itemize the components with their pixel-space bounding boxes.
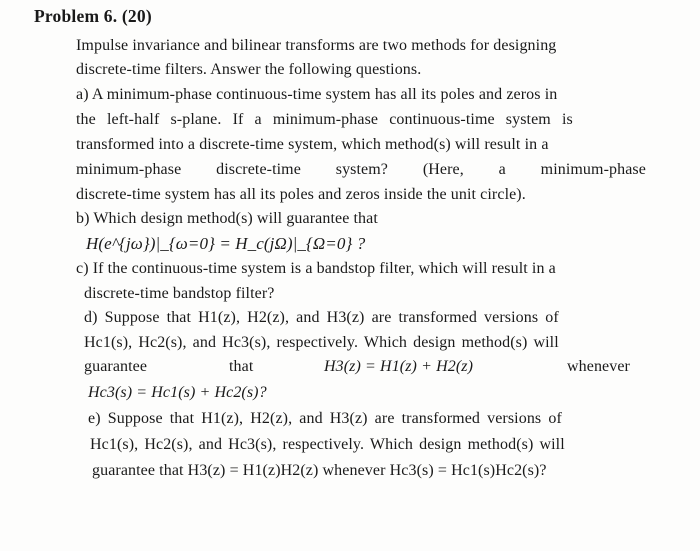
part-c-line-1: c) If the continuous-time system is a bandstop filter, which will result in a (76, 260, 556, 277)
part-a-line-4: minimum-phase discrete-time system? (Here, a minimum-phase (76, 161, 646, 178)
part-a-line-1: a) A minimum-phase continuous-time system has all its poles and zeros in (76, 86, 558, 103)
part-a-line-5: discrete-time system has all its poles and zeros inside the unit circle). (76, 186, 526, 203)
part-b-line-1: b) Which design method(s) will guarantee that (76, 210, 378, 227)
part-d-line-2: Hc1(s), Hc2(s), and Hc3(s), respectively. Which design method(s) will (84, 334, 559, 351)
part-c-line-2: discrete-time bandstop filter? (84, 285, 275, 302)
part-b-equation: H(e^{jω})|_{ω=0} = H_c(jΩ)|_{Ω=0} ? (86, 234, 366, 253)
problem-title: Problem 6. (20) (34, 6, 152, 26)
part-d-line-4: Hc3(s) = Hc1(s) + Hc2(s)? (88, 384, 267, 401)
intro-line-2: discrete-time filters. Answer the following questions. (76, 61, 422, 78)
intro-line-1: Impulse invariance and bilinear transforms are two methods for designing (76, 37, 557, 54)
part-d-line-1: d) Suppose that H1(z), H2(z), and H3(z) are transformed versions of (84, 309, 559, 326)
part-d-line-3: guarantee that H3(z) = H1(z) + H2(z) whenever (84, 358, 630, 375)
part-a-line-2: the left-half s-plane. If a minimum-phase continuous-time system is (76, 111, 573, 128)
part-e-line-2: Hc1(s), Hc2(s), and Hc3(s), respectively. Which design method(s) will (90, 436, 565, 453)
part-a-line-3: transformed into a discrete-time system, which method(s) will result in a (76, 136, 549, 153)
part-e-line-1: e) Suppose that H1(z), H2(z), and H3(z) are transformed versions of (88, 410, 562, 427)
part-e-line-3: guarantee that H3(z) = H1(z)H2(z) whenever Hc3(s) = Hc1(s)Hc2(s)? (92, 462, 547, 479)
